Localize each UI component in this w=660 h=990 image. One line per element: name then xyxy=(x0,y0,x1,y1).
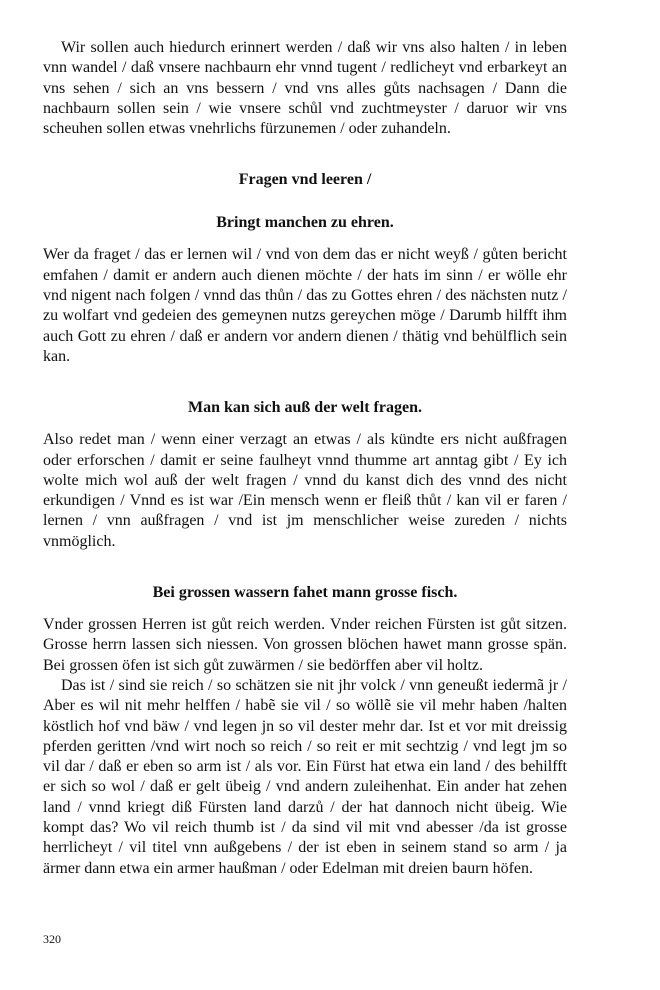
heading-fragen: Fragen vnd leeren / xyxy=(238,171,372,189)
welt-paragraph: Also redet man / wenn einer verzagt an etwas / als kündte ers nicht außfragen oder erforschen / damit er seine faulheyt vnnd thumme art anntag gibt / Ey ich wolte mich wol auß der welt fragen / vnnd du kanst dich des vnnd des nicht erkundigen / Vnnd es ist war /Ein mensch wenn er fleiß thůt / kan vil er faren / lernen / vnn außfragen / vnd ist jm menschlicher weise zureden / nichts vnmöglich. xyxy=(43,431,567,550)
intro-paragraph: Wir sollen auch hiedurch erinnert werden / daß wir vns also halten / in leben vnn wandel / daß vnsere nachbaurn ehr vnnd tugent / redlicheyt vnd erbarkeyt an vns sehen / sich an vns bessern / vnd vns alles gůts nachsagen / Dann die nachbaurn sollen sein / wie vnsere schůl vnd zuchtmeyster / daruor wir vns scheuhen sollen etwas vnehrlichs fürzunemen / oder zuhandeln. xyxy=(43,39,567,138)
ehren-paragraph: Wer da fraget / das er lernen wil / vnd von dem das er nicht weyß / gůten bericht emfahen / damit er andern auch dienen möchte / der hats im sinn / er wölle ehr vnd nigent nach folgen / vnnd das thůn / das zu Gottes ehren / des nächsten nutz / zu wolfart vnd gedeien des gemeynen nutzs gereychen möge / Darumb hilfft ihm auch Gott zu ehren / daß er andern vor andern dienen / thätig vnd behülflich sein kan. xyxy=(43,246,567,365)
heading-welt: Man kan sich auß der welt fragen. xyxy=(188,399,422,417)
fisch-paragraph-1: Vnder grossen Herren ist gůt reich werden. Vnder reichen Fürsten ist gůt sitzen. Grosse herrn lassen sich niessen. Von grossen blöchen hawet mann grosse spän. Bei grossen öfen ist sich gůt zuwärmen / sie bedörffen aber vil holtz. xyxy=(43,616,567,674)
page-number: 320 xyxy=(43,932,61,946)
fisch-paragraph-2: Das ist / sind sie reich / so schätzen sie nit jhr volck / vnn geneußt iedermã jr / Aber es wil nit mehr helffen / habẽ sie vil / so wöllẽ sie vil mehr haben /halten köstlich hof vnd bäw / vnd legen jn so vil dester mehr dar. Ist et vor mit dreissig pferden geritten /vnd wirt noch so reich / so reit er mit sechtzig / vnd legt jm so vil dar / daß er eben so arm ist / als vor. Ein Fürst hat etwa ein land / des behilfft er sich so wol / daß er gelt übeig / vnd andern zuleihenhat. Ein ander hat zehen land / vnnd kriegt diß Fürsten land darzů / der hat dannoch nicht übeig. Wie kompt das? Wo vil reich thumb ist / da sind vil mit vnd abesser /da ist grosse herrlicheyt / vil titel vnn außgebens / der ist eben in seinem stand so arm / ja ärmer dann etwa ein armer haußman / oder Edelman mit dreien baurn höfen. xyxy=(43,676,567,877)
heading-ehren: Bringt manchen zu ehren. xyxy=(216,214,394,232)
heading-fisch: Bei grossen wassern fahet mann grosse fisch. xyxy=(152,584,458,602)
page-body xyxy=(43,38,567,879)
